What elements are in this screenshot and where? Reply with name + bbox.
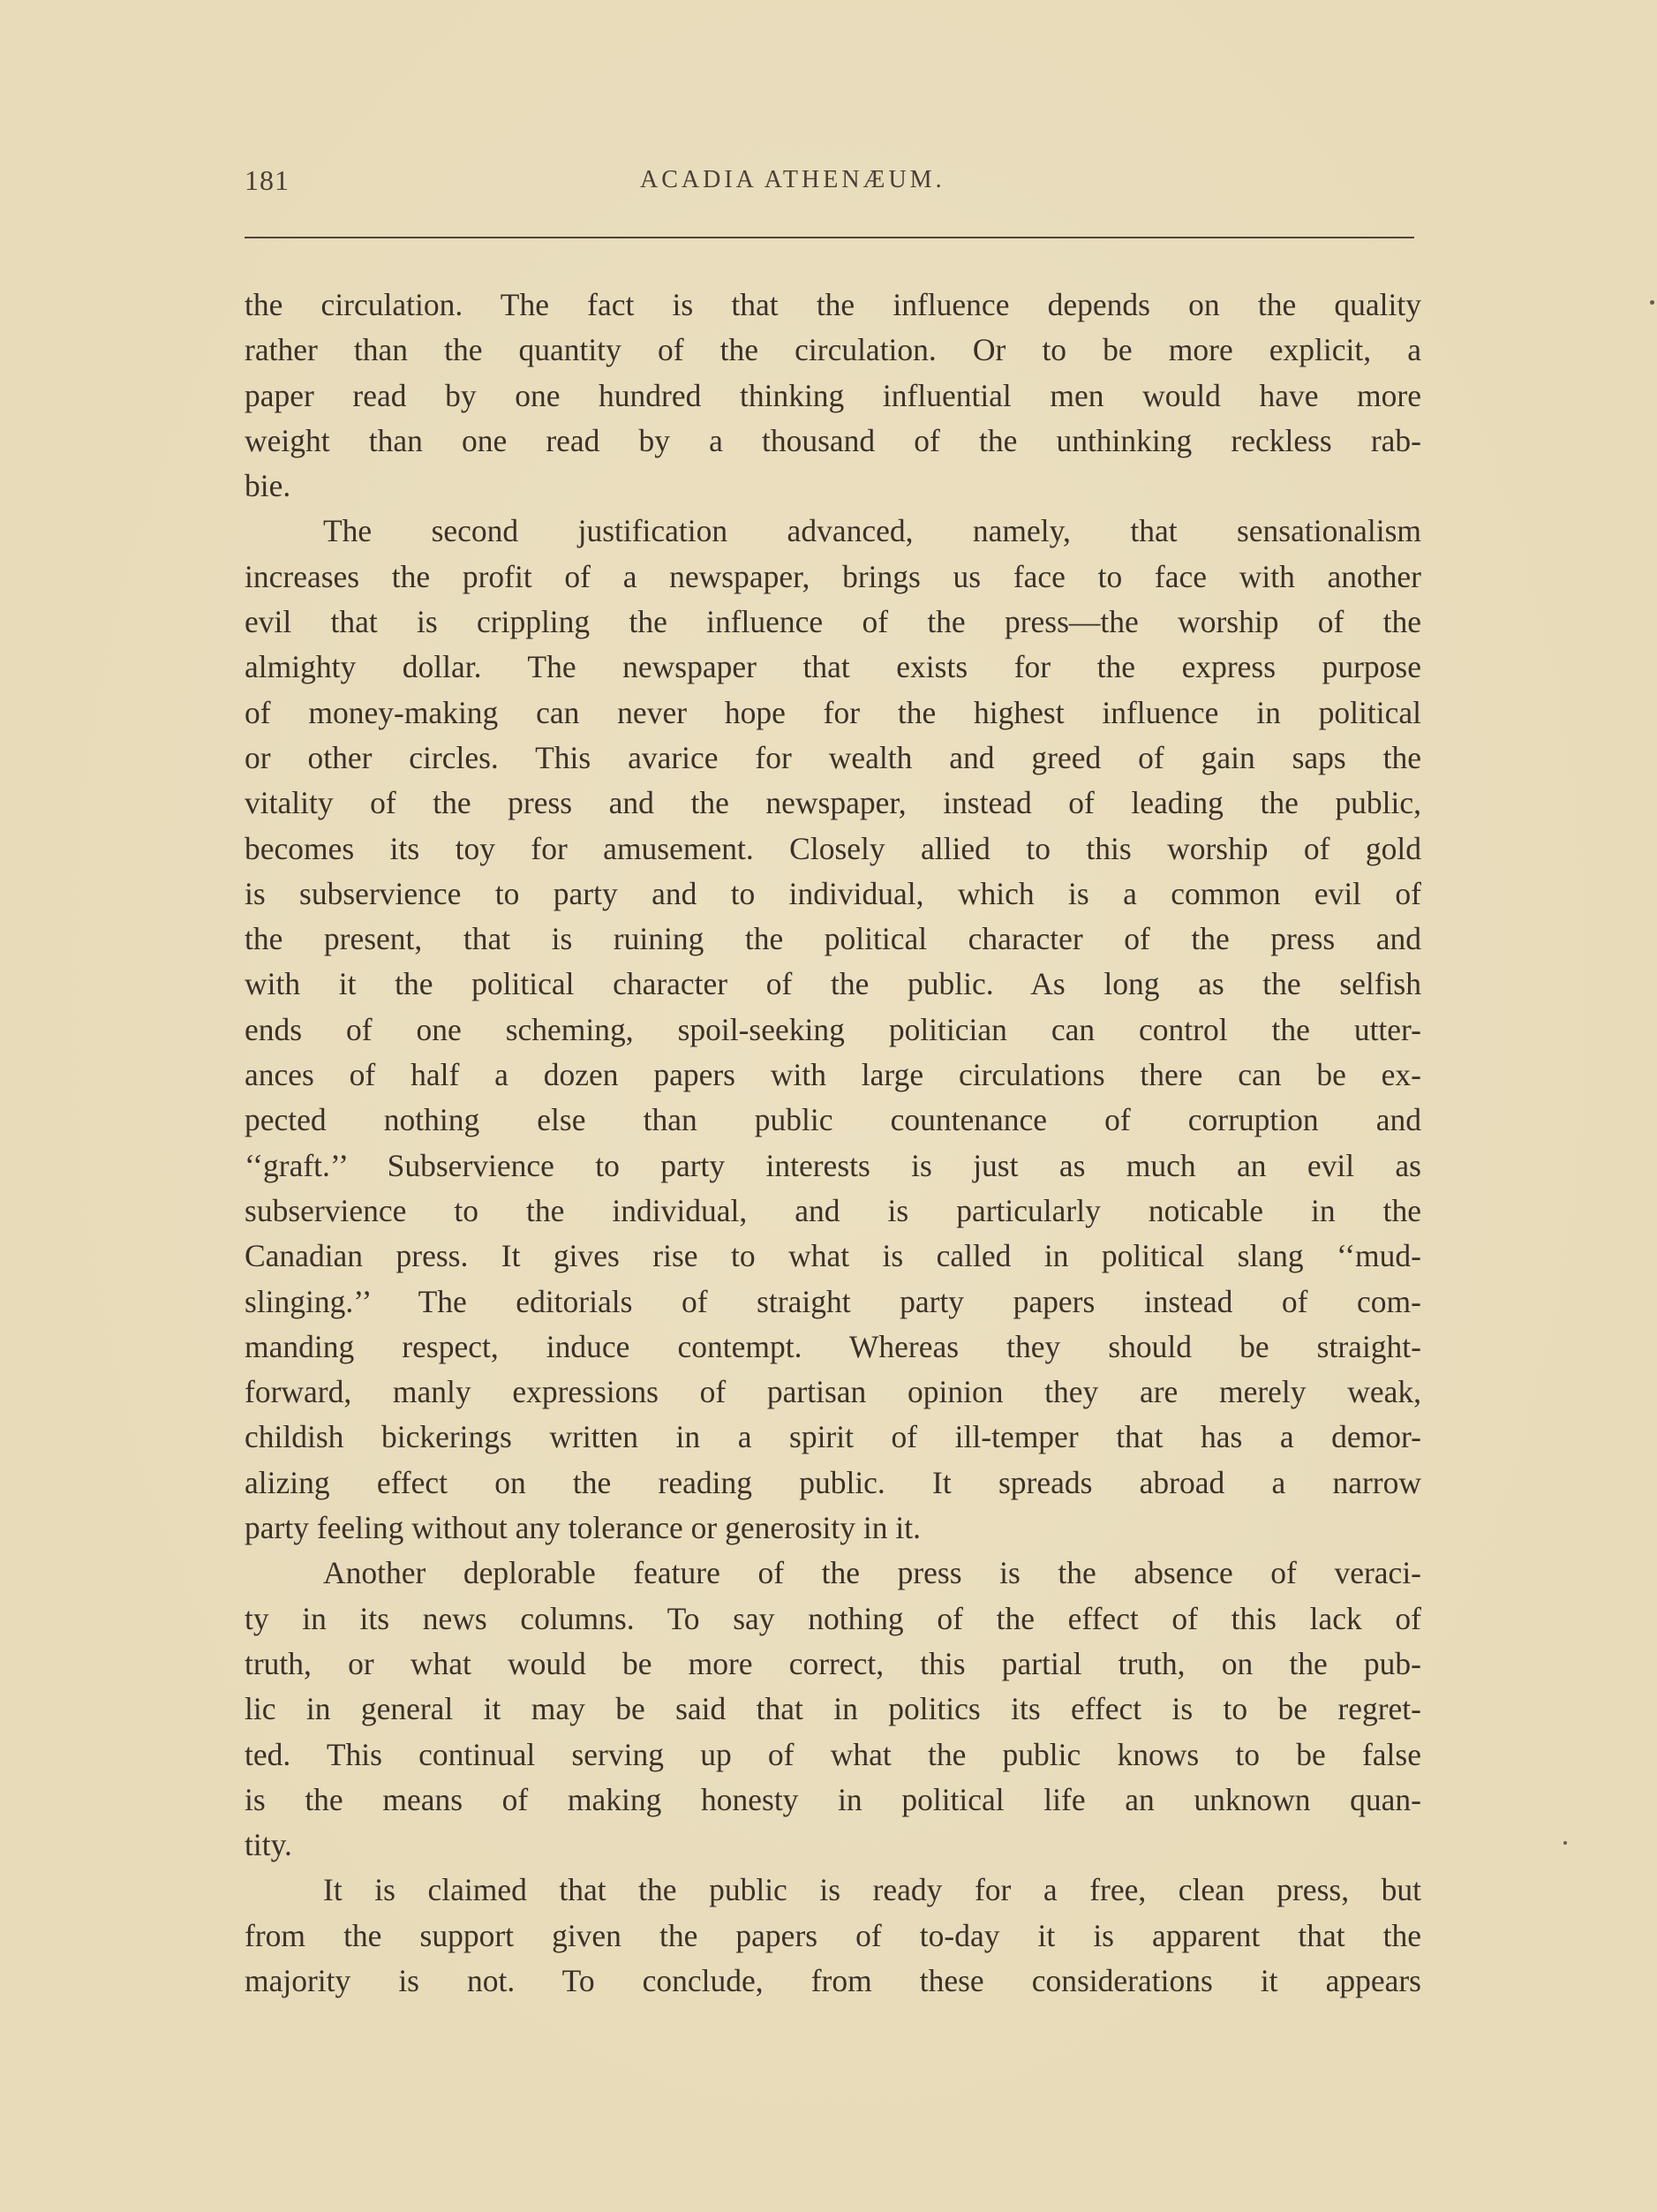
text-line: evil that is crippling the influence of the press—the worship of the [245, 604, 1421, 640]
text-line: is subservience to party and to individual, which is a common evil of [245, 875, 1421, 911]
text-line: Canadian press. It gives rise to what is called in political slang ‘‘mud- [245, 1238, 1421, 1274]
text-line: becomes its toy for amusement. Closely allied to this worship of gold [245, 830, 1421, 866]
edge-speck [1650, 300, 1654, 305]
text-line: ‘‘graft.’’ Subservience to party interests is just as much an evil as [245, 1147, 1421, 1183]
journal-title: ACADIA ATHENÆUM. [640, 166, 945, 193]
text-line: or other circles. This avarice for wealth and greed of gain saps the [245, 739, 1421, 775]
text-line: tity. [245, 1827, 292, 1863]
text-line: pected nothing else than public countenance of corruption and [245, 1102, 1421, 1138]
header-rule [245, 237, 1414, 238]
text-line: subservience to the individual, and is particularly noticable in the [245, 1192, 1421, 1228]
edge-speck [1563, 1841, 1567, 1845]
text-line: with it the political character of the public. As long as the selfish [245, 966, 1421, 1002]
text-line: almighty dollar. The newspaper that exists for the express purpose [245, 649, 1421, 685]
text-line: the present, that is ruining the political character of the press and [245, 921, 1421, 957]
text-line: childish bickerings written in a spirit of ill-temper that has a demor- [245, 1419, 1421, 1455]
text-line: of money-making can never hope for the highest influence in political [245, 694, 1421, 730]
text-line: rather than the quantity of the circulation. Or to be more explicit, a [245, 332, 1421, 368]
text-line: paper read by one hundred thinking influential men would have more [245, 377, 1421, 413]
text-line: forward, manly expressions of partisan opinion they are merely weak, [245, 1374, 1421, 1410]
text-line: manding respect, induce contempt. Whereas they should be straight- [245, 1328, 1421, 1364]
text-line: Another deplorable feature of the press is the absence of veraci- [323, 1555, 1421, 1591]
text-line: The second justification advanced, namely, that sensationalism [323, 513, 1421, 549]
text-line: party feeling without any tolerance or generosity in it. [245, 1510, 921, 1546]
running-head [245, 164, 1414, 208]
text-line: alizing effect on the reading public. It spreads abroad a narrow [245, 1464, 1421, 1500]
page-number: 181 [245, 164, 290, 196]
text-line: It is claimed that the public is ready for a free, clean press, but [323, 1872, 1421, 1908]
text-line: is the means of making honesty in political life an unknown quan- [245, 1781, 1421, 1817]
text-line: weight than one read by a thousand of the unthinking reckless rab- [245, 422, 1421, 458]
text-line: majority is not. To conclude, from these considerations it appears [245, 1962, 1421, 1998]
text-line: ends of one scheming, spoil-seeking politician can control the utter- [245, 1011, 1421, 1047]
text-line: truth, or what would be more correct, this partial truth, on the pub- [245, 1645, 1421, 1681]
text-line: slinging.’’ The editorials of straight party papers instead of com- [245, 1283, 1421, 1319]
article-body [245, 283, 1421, 2004]
text-line: ted. This continual serving up of what the public knows to be false [245, 1736, 1421, 1772]
text-line: ty in its news columns. To say nothing of the effect of this lack of [245, 1600, 1421, 1636]
text-line: vitality of the press and the newspaper, instead of leading the public, [245, 785, 1421, 821]
text-line: the circulation. The fact is that the influence depends on the quality [245, 287, 1421, 322]
text-line: increases the profit of a newspaper, brings us face to face with another [245, 558, 1421, 594]
text-line: from the support given the papers of to-day it is apparent that the [245, 1917, 1421, 1953]
text-line: ances of half a dozen papers with large circulations there can be ex- [245, 1057, 1421, 1093]
text-line: lic in general it may be said that in politics its effect is to be regret- [245, 1691, 1421, 1727]
text-line: bie. [245, 468, 291, 504]
